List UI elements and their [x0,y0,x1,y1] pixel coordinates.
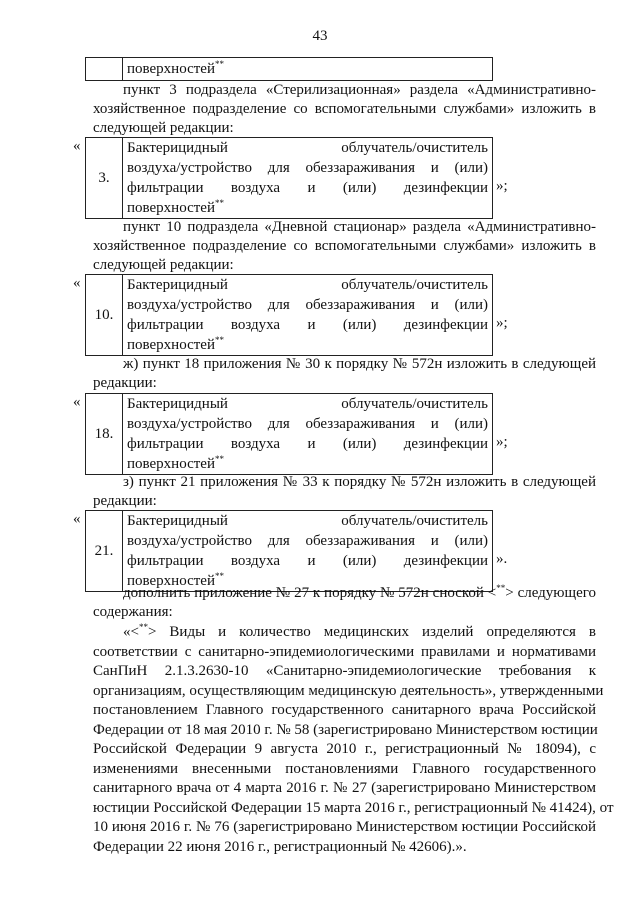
table-row-10 [85,274,493,356]
item-line-3: фильтрации воздуха и (или) дезинфекции [127,553,488,569]
para-line: пункт 3 подраздела «Стерилизационная» раздела «Административно- [123,82,596,98]
item-line-2: воздуха/устройство для обеззараживания и (или) [127,297,488,313]
para-line: содержания: [93,604,173,620]
item-line-1b: облучатель/очиститель [341,396,488,412]
para-line: з) пункт 21 приложения № 33 к порядку № 572н изложить в следующей [123,474,596,490]
table-text-cell [123,58,492,80]
item-line-4: поверхностей [127,61,215,77]
item-line-1b: облучатель/очиститель [341,513,488,529]
item-line-1a: Бактерицидный [127,140,228,156]
close-quote: »; [496,434,508,450]
para-line: «<**> Виды и количество медицинских изделий определяются в [123,622,596,640]
paragraph-6 [93,622,614,857]
paragraph-2 [93,218,596,275]
item-line-3: фильтрации воздуха и (или) дезинфекции [127,317,488,333]
para-line: постановлением Главного государственного санитарного врача Российской [93,702,596,718]
open-quote: « [73,138,81,154]
para-line: редакции: [93,493,157,509]
para-line: Федерации 22 июня 2016 г., регистрационный № 42606).». [93,838,467,855]
item-line-2: воздуха/устройство для обеззараживания и (или) [127,160,488,176]
table-text-cell [123,394,492,474]
item-line-1b: облучатель/очиститель [341,140,488,156]
para-line: организациям, осуществляющим медицинскую деятельность», утвержденными [93,682,604,699]
para-line: следующей редакции: [93,120,234,136]
para-line: следующей редакции: [93,257,234,273]
para-line: Российской Федерации 9 августа 2010 г., регистрационный № 18094), с [93,741,596,757]
item-line-4: поверхностей [127,573,215,589]
paragraph-1 [93,81,596,138]
table-number-cell: 10. [86,275,123,355]
para-line: дополнить приложение № 27 к порядку № 572н сноской <**> следующего [123,583,597,601]
para-line: хозяйственное подразделение со вспомогательными службами» изложить в [93,101,596,117]
page-number: 43 [312,28,328,44]
table-number-cell: 3. [86,138,123,218]
para-line: санитарного врача от 4 марта 2016 г. № 27 (зарегистрировано Министерством [93,780,596,796]
item-line-4: поверхностей [127,200,215,216]
footnote-mark: ** [214,335,224,345]
footnote-mark: ** [214,198,224,208]
para-line: 10 июня 2016 г. № 76 (зарегистрировано Министерством юстиции Российской [93,819,596,835]
table-number-cell: 21. [86,511,123,591]
paragraph-5 [93,584,596,622]
footnote-mark: ** [138,622,148,632]
item-line-1a: Бактерицидный [127,396,228,412]
close-quote: »; [496,315,508,331]
close-quote: ». [496,551,508,567]
open-quote: « [73,511,81,527]
item-line-4: поверхностей [127,456,215,472]
open-quote: « [73,275,81,291]
para-line: изменениями внесенными постановлениями Главного государственного [93,760,596,777]
footnote-mark: ** [496,583,506,593]
footnote-mark: ** [214,571,224,581]
item-line-1b: облучатель/очиститель [341,277,488,293]
para-line: редакции: [93,375,157,391]
footnote-mark: ** [214,454,224,464]
close-quote: »; [496,178,508,194]
table-number-cell: 18. [86,394,123,474]
table-row-18 [85,393,493,475]
item-line-1a: Бактерицидный [127,513,228,529]
item-line-4: поверхностей [127,337,215,353]
table-row-21 [85,510,493,592]
table-text-cell [123,275,492,355]
paragraph-4 [93,473,596,511]
item-line-1a: Бактерицидный [127,277,228,293]
para-line: соответствии с санитарно-эпидемиологическими правилами и нормативами [93,643,596,660]
footnote-mark: ** [214,59,224,69]
para-line: ж) пункт 18 приложения № 30 к порядку № 572н изложить в следующей [123,356,596,372]
para-line: хозяйственное подразделение со вспомогательными службами» изложить в [93,238,596,254]
para-line: юстиции Российской Федерации 15 марта 2016 г., регистрационный № 41424), от [93,799,614,816]
table-text-cell [123,138,492,218]
table-number-cell [86,58,123,80]
table-row-3 [85,137,493,219]
open-quote: « [73,394,81,410]
para-line: Федерации от 18 мая 2010 г. № 58 (зарегистрировано Министерством юстиции [93,721,598,738]
item-line-3: фильтрации воздуха и (или) дезинфекции [127,180,488,196]
table-row-top [85,57,493,81]
para-line: пункт 10 подраздела «Дневной стационар» раздела «Административно- [123,219,596,235]
item-line-2: воздуха/устройство для обеззараживания и (или) [127,533,488,549]
table-text-cell [123,511,492,591]
para-line: СанПиН 2.1.3.2630-10 «Санитарно-эпидемиологические требования к [93,663,596,679]
item-line-3: фильтрации воздуха и (или) дезинфекции [127,436,488,452]
paragraph-3 [93,355,596,393]
item-line-2: воздуха/устройство для обеззараживания и (или) [127,416,488,432]
